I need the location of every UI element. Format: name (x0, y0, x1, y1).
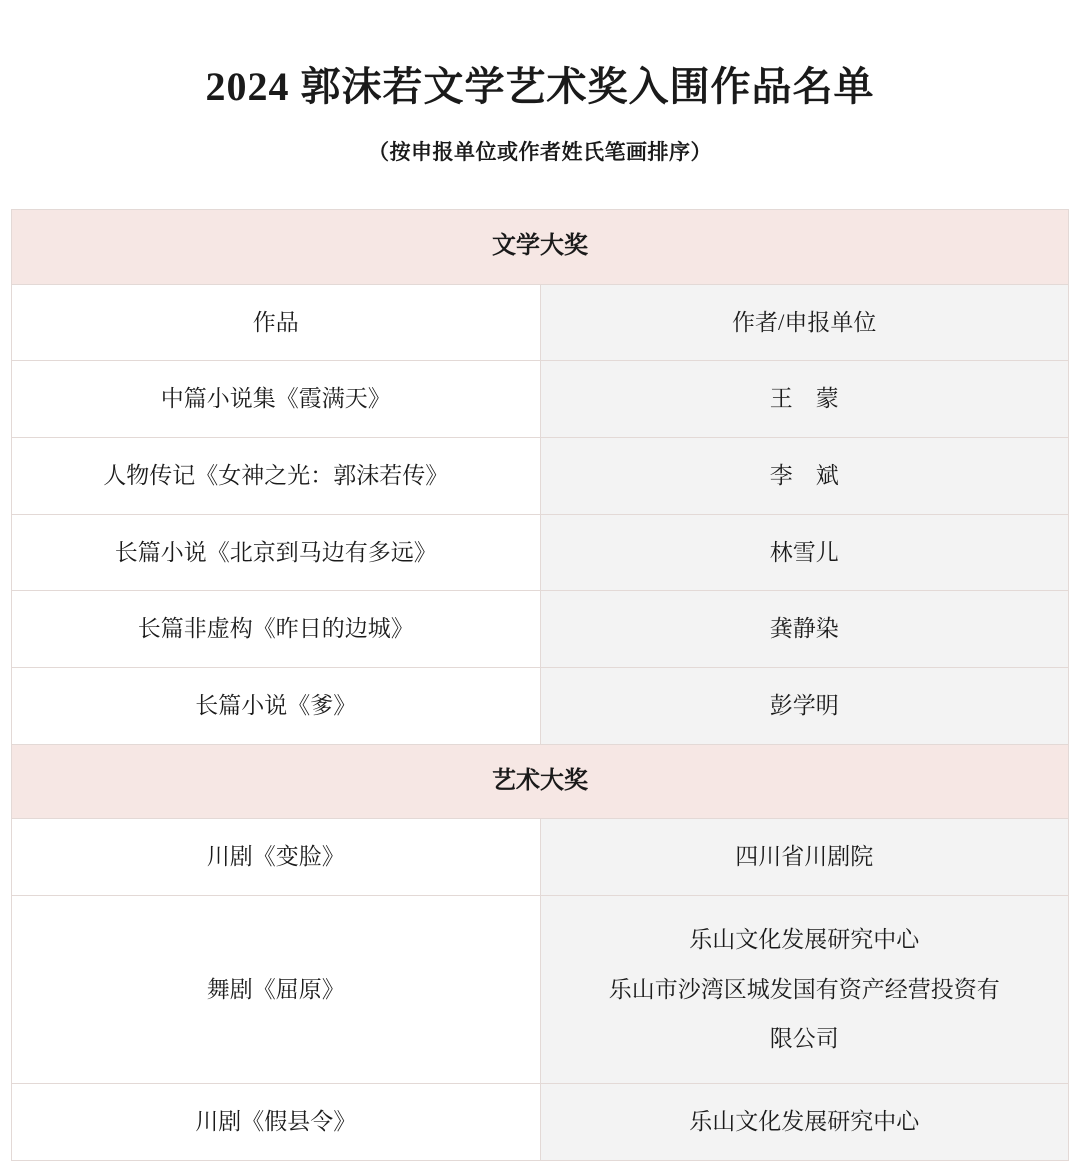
table-row (12, 514, 1069, 591)
column-header-row (12, 284, 1069, 361)
table-row (12, 1084, 1069, 1161)
column-header-author: 作者/申报单位 (540, 284, 1069, 361)
section-header-row (12, 744, 1069, 819)
table-row (12, 896, 1069, 1084)
cell-author: 李 斌 (540, 437, 1069, 514)
table-row (12, 591, 1069, 668)
award-list-table (11, 209, 1069, 1161)
cell-author-line: 乐山市沙湾区城发国有资产经营投资有 (608, 976, 1000, 1002)
cell-author-line: 限公司 (769, 1026, 839, 1052)
column-header-work: 作品 (12, 284, 541, 361)
cell-author: 乐山文化发展研究中心 (540, 1084, 1069, 1161)
cell-author (540, 896, 1069, 1084)
table-row (12, 437, 1069, 514)
cell-author: 龚静染 (540, 591, 1069, 668)
table-row (12, 668, 1069, 745)
cell-work: 长篇非虚构《昨日的边城》 (12, 591, 541, 668)
cell-author: 四川省川剧院 (540, 819, 1069, 896)
cell-work: 舞剧《屈原》 (12, 896, 541, 1084)
page-subtitle: （按申报单位或作者姓氏笔画排序） (368, 140, 712, 164)
cell-author: 彭学明 (540, 668, 1069, 745)
section-title: 艺术大奖 (12, 744, 1069, 819)
section-title: 文学大奖 (12, 210, 1069, 285)
section-header-row (12, 210, 1069, 285)
cell-author: 林雪儿 (540, 514, 1069, 591)
cell-work: 长篇小说《北京到马边有多远》 (12, 514, 541, 591)
cell-work: 中篇小说集《霞满天》 (12, 361, 541, 438)
page-title: 2024 郭沫若文学艺术奖入围作品名单 (205, 64, 875, 109)
cell-work: 川剧《变脸》 (12, 819, 541, 896)
document-page (0, 62, 1080, 1161)
cell-author-line: 乐山文化发展研究中心 (689, 927, 920, 952)
cell-work: 川剧《假县令》 (12, 1084, 541, 1161)
cell-work: 长篇小说《爹》 (12, 668, 541, 745)
table-row (12, 361, 1069, 438)
cell-work: 人物传记《女神之光：郭沫若传》 (12, 437, 541, 514)
table-row (12, 819, 1069, 896)
cell-author: 王 蒙 (540, 361, 1069, 438)
